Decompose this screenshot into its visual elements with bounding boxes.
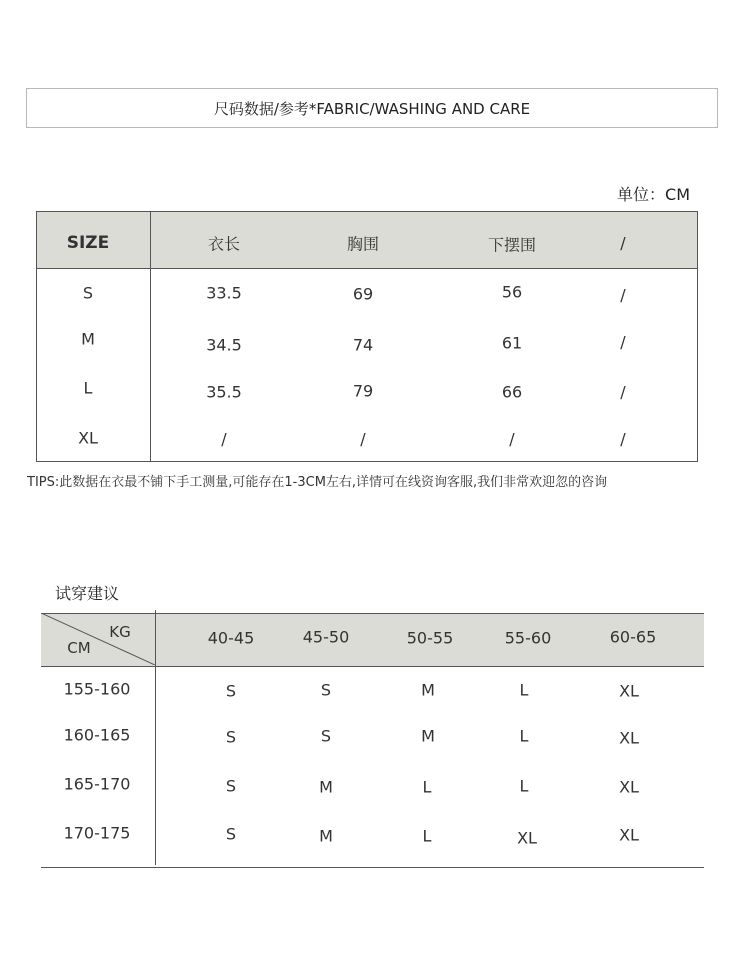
- size-cell: /: [360, 429, 366, 449]
- weight-header: 60-65: [609, 627, 657, 647]
- size-suggestion: S: [225, 776, 237, 796]
- corner-diagonal: [41, 613, 155, 665]
- size-suggestion: M: [421, 680, 435, 700]
- size-suggestion: S: [225, 727, 237, 747]
- corner-weight-label: KG: [109, 623, 131, 641]
- weight-header: 50-55: [406, 628, 454, 648]
- size-cell: 35.5: [206, 382, 242, 402]
- size-cell: /: [620, 429, 626, 449]
- size-cell: L: [83, 378, 93, 398]
- size-suggestion: L: [519, 680, 529, 700]
- size-cell: 33.5: [206, 283, 242, 303]
- size-cell: 79: [352, 381, 374, 401]
- size-suggestion: XL: [619, 825, 639, 845]
- size-suggestion: M: [319, 777, 333, 797]
- page-title: [26, 88, 718, 128]
- size-cell: /: [620, 332, 626, 352]
- size-table-divider: [150, 212, 151, 461]
- size-cell: 66: [501, 382, 523, 402]
- height-range: 165-170: [63, 774, 131, 794]
- size-suggestion: S: [225, 681, 237, 701]
- size-cell: /: [509, 429, 515, 449]
- size-suggestion: L: [422, 826, 432, 846]
- weight-header: 40-45: [207, 628, 255, 648]
- size-suggestion: L: [519, 726, 529, 746]
- size-cell: /: [620, 285, 626, 305]
- size-suggestion: M: [421, 726, 435, 746]
- height-range: 155-160: [63, 679, 131, 699]
- size-table: [36, 211, 698, 462]
- size-cell: /: [221, 429, 227, 449]
- size-cell: XL: [78, 428, 98, 448]
- size-cell: 61: [501, 333, 523, 353]
- size-suggestion: XL: [619, 777, 639, 797]
- size-suggestion: S: [225, 824, 237, 844]
- size-cell: 56: [501, 282, 523, 302]
- size-cell: 34.5: [206, 335, 242, 355]
- recommend-table: [41, 610, 704, 869]
- size-suggestion: S: [320, 726, 332, 746]
- size-header-length: 衣长: [207, 234, 241, 254]
- size-suggestion: XL: [619, 681, 639, 701]
- weight-header: 45-50: [302, 627, 350, 647]
- size-suggestion: S: [320, 680, 332, 700]
- size-suggestion: XL: [517, 828, 537, 848]
- measurement-tips: TIPS:此数据在衣最不铺下手工测量,可能存在1-3CM左右,详情可在线资询客服,我们非常欢迎忽的咨询: [27, 475, 608, 490]
- recommend-table-divider: [155, 610, 156, 865]
- size-cell: S: [82, 283, 94, 303]
- size-suggestion: XL: [619, 728, 639, 748]
- size-cell: M: [81, 329, 95, 349]
- size-cell: /: [620, 382, 626, 402]
- size-header-hem: 下摆围: [487, 235, 537, 255]
- recommend-title: 试穿建议: [55, 584, 120, 603]
- recommend-table-bottom-line: [41, 867, 704, 868]
- height-range: 170-175: [63, 823, 131, 843]
- size-suggestion: L: [519, 776, 529, 796]
- size-header-extra: /: [620, 233, 626, 253]
- size-header-size: SIZE: [66, 233, 110, 253]
- size-suggestion: M: [319, 826, 333, 846]
- page-title-text: 尺码数据/参考*FABRIC/WASHING AND CARE: [213, 99, 531, 118]
- size-header-chest: 胸围: [346, 234, 380, 254]
- corner-height-label: CM: [67, 639, 91, 657]
- unit-label: 单位：CM: [617, 185, 690, 204]
- size-suggestion: L: [422, 777, 432, 797]
- size-cell: 74: [352, 335, 374, 355]
- size-cell: 69: [352, 284, 374, 304]
- height-range: 160-165: [63, 725, 131, 745]
- weight-header: 55-60: [504, 628, 552, 648]
